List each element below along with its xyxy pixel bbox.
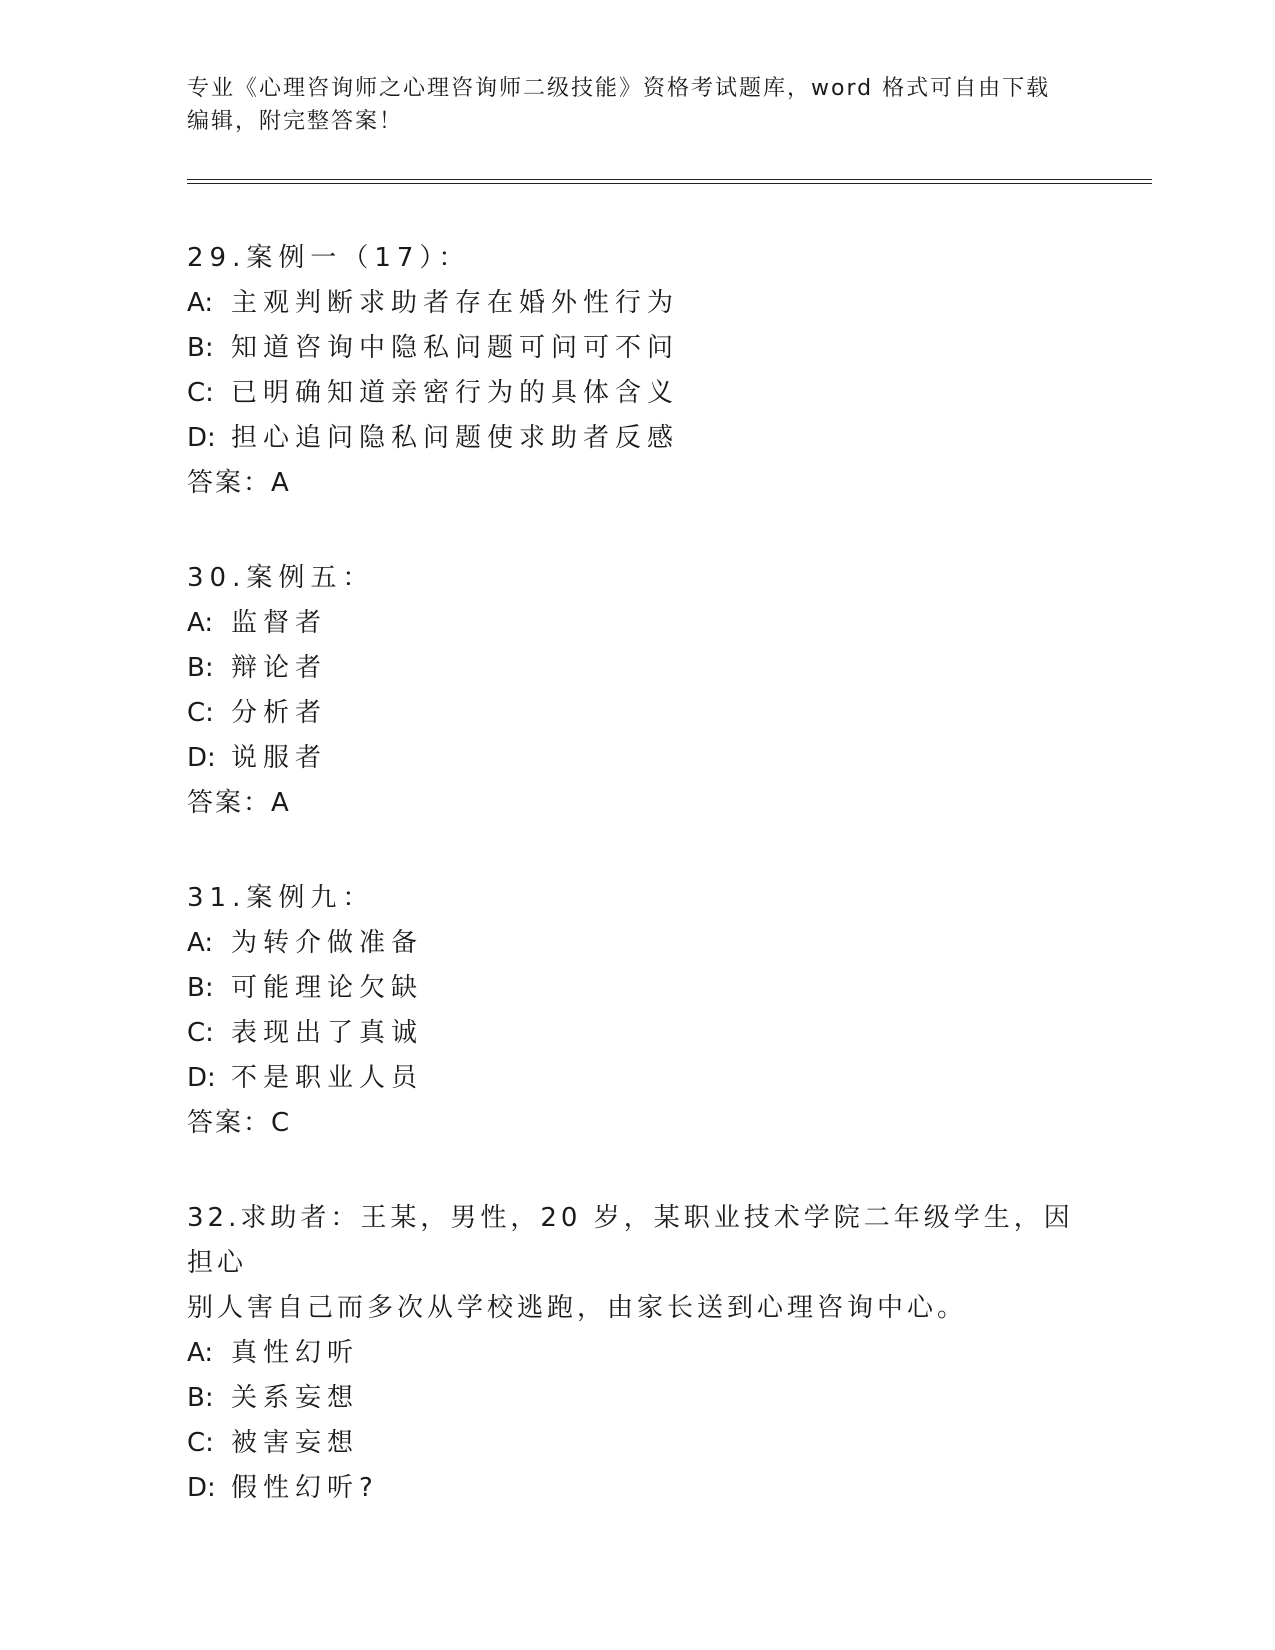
option-c <box>187 691 1087 736</box>
question-list <box>187 236 1087 1561</box>
option-key: C: <box>187 1018 214 1048</box>
option-text: 知道咨询中隐私问题可问可不问 <box>231 333 680 363</box>
answer-line: 答案：C <box>187 1108 292 1138</box>
option-key: B: <box>187 653 214 683</box>
answer-line: 答案：A <box>187 788 291 818</box>
option-text: 假性幻听? <box>231 1473 379 1503</box>
option-key: C: <box>187 1428 214 1458</box>
option-text: 不是职业人员 <box>231 1063 424 1093</box>
option-b <box>187 1376 1087 1421</box>
option-b <box>187 966 1087 1011</box>
header-line-1: 专业《心理咨询师之心理咨询师二级技能》资格考试题库，word 格式可自由下载 <box>187 76 1051 101</box>
question-stem-line-2: 别人害自己而多次从学校逃跑，由家长送到心理咨询中心。 <box>187 1293 968 1323</box>
option-text: 关系妄想 <box>231 1383 360 1413</box>
question-stem-line-1: 32.求助者：王某，男性，20 岁，某职业技术学院二年级学生，因担心 <box>187 1203 1074 1278</box>
option-text: 担心追问隐私问题使求助者反感 <box>231 423 680 453</box>
option-c <box>187 1011 1087 1056</box>
option-key: C: <box>187 378 214 408</box>
question-29 <box>187 236 1087 506</box>
option-d <box>187 1466 1087 1511</box>
question-32 <box>187 1196 1087 1511</box>
document-header <box>187 72 1087 138</box>
option-d <box>187 416 1087 461</box>
header-divider-bottom <box>187 183 1152 184</box>
question-stem: 31.案例九： <box>187 883 375 913</box>
option-a <box>187 921 1087 966</box>
option-a <box>187 601 1087 646</box>
option-text: 可能理论欠缺 <box>231 973 424 1003</box>
option-text: 为转介做准备 <box>231 928 424 958</box>
option-key: D: <box>187 743 216 773</box>
option-text: 表现出了真诚 <box>231 1018 424 1048</box>
header-line-2: 编辑，附完整答案！ <box>187 109 404 134</box>
option-text: 已明确知道亲密行为的具体含义 <box>231 378 680 408</box>
option-b <box>187 326 1087 371</box>
option-key: A: <box>187 928 214 958</box>
question-31 <box>187 876 1087 1146</box>
option-text: 说服者 <box>231 743 328 773</box>
option-key: B: <box>187 973 214 1003</box>
option-c <box>187 1421 1087 1466</box>
option-key: A: <box>187 608 214 638</box>
option-text: 分析者 <box>231 698 328 728</box>
option-key: B: <box>187 333 214 363</box>
option-key: B: <box>187 1383 214 1413</box>
option-text: 真性幻听 <box>231 1338 360 1368</box>
option-key: D: <box>187 1473 216 1503</box>
option-a <box>187 1331 1087 1376</box>
option-d <box>187 736 1087 781</box>
option-key: D: <box>187 1063 216 1093</box>
option-text: 辩论者 <box>231 653 328 683</box>
option-text: 监督者 <box>231 608 328 638</box>
header-divider-top <box>187 179 1152 180</box>
option-key: D: <box>187 423 216 453</box>
option-text: 主观判断求助者存在婚外性行为 <box>231 288 680 318</box>
option-d <box>187 1056 1087 1101</box>
option-text: 被害妄想 <box>231 1428 360 1458</box>
option-key: A: <box>187 288 214 318</box>
option-key: A: <box>187 1338 214 1368</box>
question-30 <box>187 556 1087 826</box>
question-stem: 29.案例一（17）： <box>187 243 471 273</box>
answer-line: 答案：A <box>187 468 291 498</box>
option-key: C: <box>187 698 214 728</box>
option-c <box>187 371 1087 416</box>
question-stem: 30.案例五： <box>187 563 375 593</box>
option-a <box>187 281 1087 326</box>
option-b <box>187 646 1087 691</box>
